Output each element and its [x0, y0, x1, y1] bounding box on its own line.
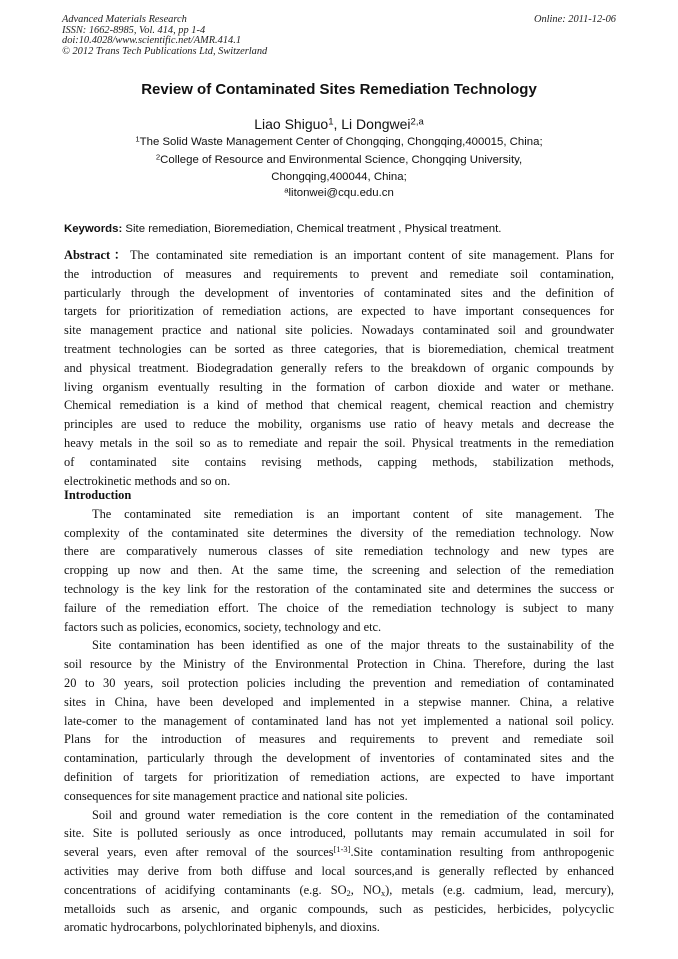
intro-p3-line: concentrations of acidifying contaminants (e.g. $SO_2$, $NO_x$), metals (e.g. cadmium, lead, mercury), — [64, 882, 614, 898]
intro-p1-line: cropping up now and then. At the same time, the screening and selection of the remediation — [64, 563, 614, 578]
intro-p2-line: Site contamination has been identified as one of the major threats to the sustainability of the — [92, 638, 614, 653]
affiliation-2-cont: Chongqing,400044, China; — [271, 171, 407, 183]
abstract-line: treatment technologies can be sorted as three categories, that is bioremediation, chemical treatment — [64, 341, 614, 356]
abstract-line: heavy metals in the soil so as to remediate and repair the soil. Physical treatments in the remediation — [64, 435, 614, 450]
abstract-line: electrokinetic methods and so on. — [64, 473, 231, 488]
abstract-line: particularly through the development of inventories of contaminated sites and the definition of — [64, 285, 614, 300]
affiliation-2 — [0, 152, 678, 168]
intro-p2-line: contamination, particularly through the development of inventories of contaminated sites and the — [64, 751, 614, 766]
citation-ref: [1-3] — [333, 844, 351, 855]
abstract-line: living organism eventually resulting in the formation of carbon dioxide and water or methane. — [64, 379, 614, 394]
intro-p2-line: sites in China, have been developed and implemented in a stepwise manner. China, a relative — [64, 694, 614, 709]
journal-header — [62, 15, 267, 57]
abstract-line: Abstract：The contaminated site remediation is an important content of site management. Plans for — [64, 248, 615, 262]
author-name: Li Dongwei — [341, 116, 411, 132]
doi-line: doi:10.4028/www.scientific.net/AMR.414.1 — [62, 35, 242, 46]
email-mark: a — [284, 185, 289, 195]
intro-p3-line: aromatic hydrocarbons, polychlorinated biphenyls, and dioxins. — [64, 920, 380, 935]
affil-mark: 1 — [135, 134, 140, 144]
intro-p2-line: late-comer to the management of contaminated land has not yet implemented a national soil policy. — [64, 713, 614, 728]
intro-p2-line: definition of targets for prioritization of remediation actions, are expected to have important — [64, 769, 614, 784]
affiliation-1 — [0, 134, 678, 150]
copyright-line: © 2012 Trans Tech Publications Ltd, Switzerland — [62, 45, 268, 57]
journal-name: Advanced Materials Research — [62, 14, 187, 25]
paper-title: Review of Contaminated Sites Remediation Technology — [141, 81, 537, 98]
intro-p1-line: there are comparatively numerous classes of site remediation technology and new types are — [64, 544, 614, 559]
online-date: Online: 2011-12-06 — [533, 14, 616, 25]
intro-p1-line: technology is the key link for the restoration of the contaminated site and determines the success or — [64, 581, 614, 596]
keywords-label: Keywords: — [64, 223, 123, 235]
affil-text: College of Resource and Environmental Science, Chongqing University, — [160, 154, 523, 166]
author-affil-mark: 1 — [328, 116, 334, 128]
intro-p1-line: complexity of the contaminated site determines the diversity of the remediation technology. Now — [64, 525, 614, 540]
email-line — [0, 185, 678, 201]
intro-p2-line: Plans for the introduction of measures and requirements to prevent and remediate soil — [64, 732, 614, 747]
author-name: Liao Shiguo — [254, 116, 329, 132]
intro-p2-line: consequences for site management practice and national site policies. — [64, 788, 408, 803]
introduction-section — [64, 486, 614, 937]
intro-p3-line: several years, even after removal of the sources[1-3].Site contamination resulting from anthropogenic — [64, 844, 614, 860]
abstract-label: Abstract： — [64, 248, 130, 262]
abstract-line: principles are used to reduce the mobility, organisms use ratio of heavy metals and decrease the — [64, 417, 614, 432]
intro-p1-line: failure of the remediation effort. The choice of the remediation technology is subject to many — [64, 600, 614, 615]
intro-p3-line: activities may derive from both diffuse and local sources,and is generally reflected by enhanced — [64, 863, 614, 878]
intro-p3-line: site. Site is polluted seriously as once introduced, pollutants may remain accumulated in soil for — [64, 826, 614, 841]
keywords-text: Site remediation, Bioremediation, Chemical treatment , Physical treatment. — [122, 223, 502, 235]
intro-p1-line: The contaminated site remediation is an important content of site management. The — [92, 506, 614, 521]
intro-p3-line: Soil and ground water remediation is the core content in the remediation of the contaminated — [92, 807, 614, 822]
author-separator: , — [333, 116, 342, 132]
abstract — [64, 246, 614, 490]
abstract-line: Chemical remediation is a kind of method that chemical reagent, chemical reaction and chemistry — [64, 398, 614, 413]
author-affil-mark: 2,a — [410, 116, 424, 128]
affil-text: The Solid Waste Management Center of Chongqing, Chongqing,400015, China; — [139, 136, 543, 148]
affil-mark: 2 — [155, 152, 161, 162]
section-heading: Introduction — [64, 488, 132, 502]
abstract-line: and physical treatment. Biodegradation generally refers to the breakdown of organic compounds by — [64, 360, 614, 375]
abstract-line: targets for prioritization of remediation actions, are expected to have important consequences for — [64, 304, 614, 319]
issn-line: ISSN: 1662-8985, Vol. 414, pp 1-4 — [62, 24, 206, 36]
email-address: litonwei@cqu.edu.cn — [288, 187, 394, 199]
author-line — [0, 116, 678, 132]
keywords — [64, 223, 501, 235]
intro-p3-line: metalloids such as arsenic, and organic compounds, such as pesticides, herbicides, polycyclic — [64, 901, 614, 916]
intro-p1-line: factors such as policies, economics, society, technology and etc. — [64, 619, 382, 634]
intro-p2-line: soil resource by the Ministry of the Environmental Protection in China. Therefore, during the last — [64, 657, 614, 672]
abstract-line: of contaminated site contains revising methods, capping methods, stabilization methods, — [64, 454, 614, 469]
abstract-line: the introduction of measures and requirements to prevent and remediate soil contamination, — [64, 266, 614, 281]
intro-p2-line: 20 to 30 years, soil protection policies including the prevention and remediation of contaminated — [64, 675, 614, 690]
abstract-line: site management practice and national site policies. Nowadays contaminated soil and groundwater — [64, 323, 614, 338]
